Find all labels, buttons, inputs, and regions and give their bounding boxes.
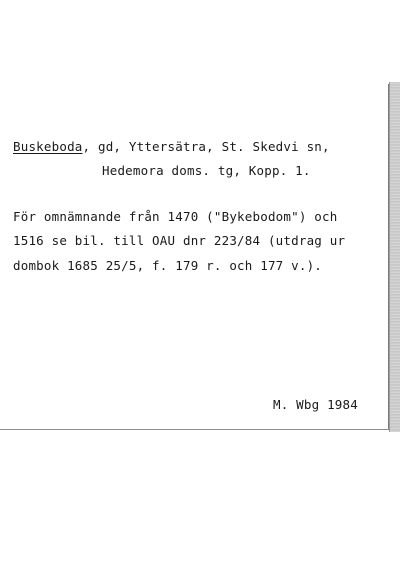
signature: M. Wbg 1984 <box>273 397 358 412</box>
body-line-2: 1516 se bil. till OAU dnr 223/84 (utdrag ur <box>13 233 346 248</box>
heading-location: , gd, Yttersätra, St. Skedvi sn, <box>82 139 330 154</box>
card-edge-texture <box>389 82 400 432</box>
body-line-1: För omnämnande från 1470 ("Bykebodom") och <box>13 209 338 224</box>
body-line-3: dombok 1685 25/5, f. 179 r. och 177 v.). <box>13 258 323 273</box>
headword: Buskeboda <box>13 139 83 154</box>
card-heading-line-2: Hedemora doms. tg, Kopp. 1. <box>102 163 311 178</box>
card-bottom-divider <box>0 429 390 430</box>
card-heading-line-1 <box>13 139 330 155</box>
